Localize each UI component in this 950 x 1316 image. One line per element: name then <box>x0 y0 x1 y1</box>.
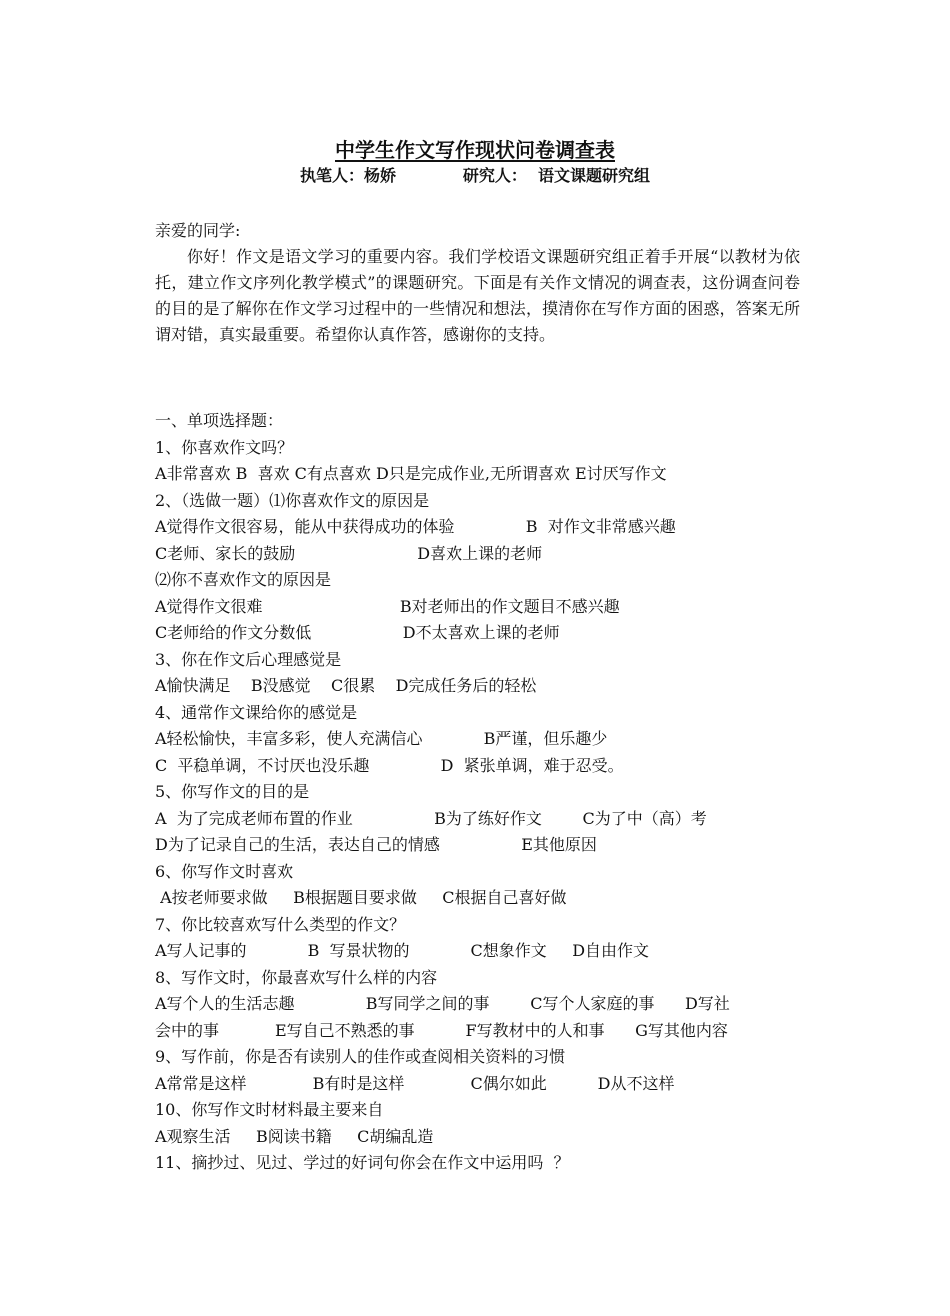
question-3-options: A愉快满足 B没感觉 C很累 D完成任务后的轻松 <box>155 676 537 695</box>
question-2-part-2-options-a: A觉得作文很难 B对老师出的作文题目不感兴趣 <box>155 596 620 616</box>
question-9-options: A常常是这样 B有时是这样 C偶尔如此 D从不这样 <box>155 1073 675 1093</box>
question-3: 3、你在作文后心理感觉是 <box>155 649 342 669</box>
section-heading: 一、单项选择题： <box>155 411 284 430</box>
question-list <box>155 408 800 1177</box>
question-4: 4、通常作文课给你的感觉是 <box>155 702 358 722</box>
question-7-options: A写人记事的 B 写景状物的 C想象作文 D自由作文 <box>155 941 650 960</box>
question-2-part-1: 2、（选做一题）⑴你喜欢作文的原因是 <box>155 490 430 510</box>
question-2-part-1-options-b: C老师、家长的鼓励 D喜欢上课的老师 <box>155 543 543 563</box>
question-4-options-b: C 平稳单调，不讨厌也没乐趣 D 紧张单调，难于忍受。 <box>155 755 624 775</box>
document-title: 中学生作文写作现状问卷调查表 <box>335 138 615 162</box>
question-1: 1、你喜欢作文吗？ <box>155 437 294 457</box>
question-10: 10、你写作文时材料最主要来自 <box>155 1100 384 1119</box>
question-10-options: A观察生活 B阅读书籍 C胡编乱造 <box>155 1126 434 1146</box>
question-2-part-2: ⑵你不喜欢作文的原因是 <box>155 570 332 589</box>
question-8: 8、写作文时，你最喜欢写什么样的内容 <box>155 967 438 987</box>
intro-paragraph: 你好！作文是语文学习的重要内容。我们学校语文课题研究组正着手开展“以教材为依托，建立作文序列化教学模式”的课题研究。下面是有关作文情况的调查表，这份调查问卷的目的是了解你在作文学习过程中的一些情况和想法，摸清你在写作方面的困惑，答案无所谓对错，真实最重要。希望你认真作答，感谢你的支持。 <box>155 247 800 344</box>
question-1-options: A非常喜欢 B 喜欢 C有点喜欢 D只是完成作业,无所谓喜欢 E讨厌写作文 <box>155 464 667 483</box>
greeting: 亲爱的同学: <box>155 221 241 240</box>
question-6: 6、你写作文时喜欢 <box>155 861 294 881</box>
question-8-options-a: A写个人的生活志趣 B写同学之间的事 C写个人家庭的事 D写社 <box>155 994 730 1013</box>
question-5-options-a: A 为了完成老师布置的作业 B为了练好作文 C为了中（高）考 <box>155 808 707 828</box>
question-8-options-b: 会中的事 E写自己不熟悉的事 F写教材中的人和事 G写其他内容 <box>155 1020 728 1040</box>
question-4-options-a: A轻松愉快，丰富多彩，使人充满信心 B严谨，但乐趣少 <box>155 729 608 748</box>
question-6-options: A按老师要求做 B根据题目要求做 C根据自己喜好做 <box>155 888 567 907</box>
question-5: 5、你写作文的目的是 <box>155 782 310 801</box>
question-2-part-2-options-b: C老师给的作文分数低 D不太喜欢上课的老师 <box>155 623 560 642</box>
question-9: 9、写作前，你是否有读别人的佳作或查阅相关资料的习惯 <box>155 1047 566 1066</box>
document-byline: 执笔人：杨娇 研究人： 语文课题研究组 <box>300 166 650 185</box>
question-7: 7、你比较喜欢写什么类型的作文？ <box>155 914 406 934</box>
question-2-part-1-options-a: A觉得作文很容易，能从中获得成功的体验 B 对作文非常感兴趣 <box>155 517 676 536</box>
question-5-options-b: D为了记录自己的生活，表达自己的情感 E其他原因 <box>155 835 597 854</box>
question-11: 11、摘抄过、见过、学过的好词句你会在作文中运用吗 ？ <box>155 1153 570 1172</box>
